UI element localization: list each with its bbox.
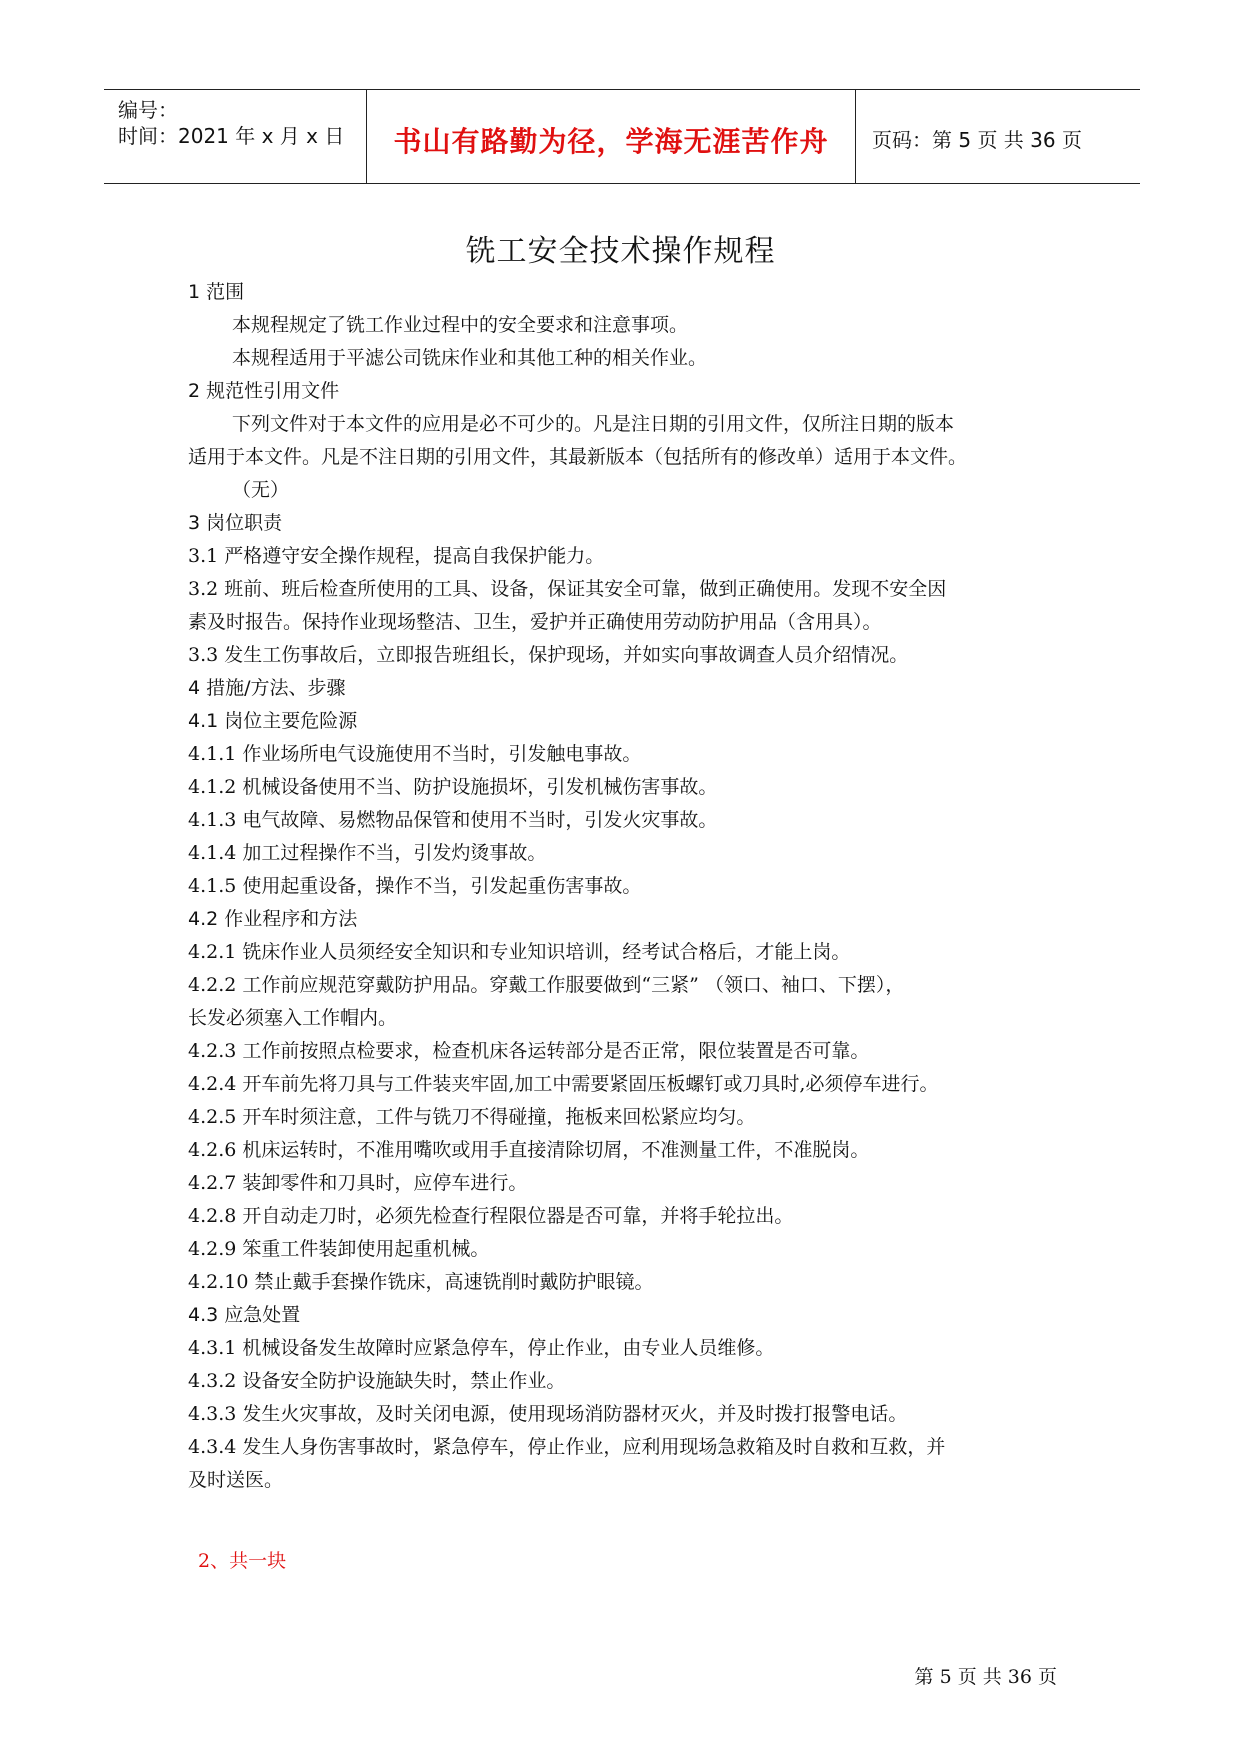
document-body xyxy=(188,276,1068,1578)
section-heading: 4 措施/方法、步骤 xyxy=(188,677,346,699)
subsection-heading: 4.2 作业程序和方法 xyxy=(188,908,358,930)
section-heading: 2 规范性引用文件 xyxy=(188,380,340,402)
paragraph: 下列文件对于本文件的应用是必不可少的。凡是注日期的引用文件，仅所注日期的版本 xyxy=(232,413,955,435)
clause-continuation: 及时送医。 xyxy=(188,1469,284,1491)
subsection-heading: 4.1 岗位主要危险源 xyxy=(188,710,358,732)
paragraph: 本规程适用于平滤公司铣床作业和其他工种的相关作业。 xyxy=(232,347,708,369)
clause: 4.1.1 作业场所电气设施使用不当时，引发触电事故。 xyxy=(188,743,642,765)
section-heading: 3 岗位职责 xyxy=(188,512,283,534)
clause: 4.2.1 铣床作业人员须经安全知识和专业知识培训，经考试合格后，才能上岗。 xyxy=(188,941,851,963)
subsection-heading: 4.3 应急处置 xyxy=(188,1304,301,1326)
clause: 4.2.10 禁止戴手套操作铣床，高速铣削时戴防护眼镜。 xyxy=(188,1271,654,1293)
page-header xyxy=(104,89,1140,184)
clause: 4.2.6 机床运转时，不准用嘴吹或用手直接清除切屑，不准测量工件，不准脱岗。 xyxy=(188,1139,870,1161)
header-motto-cell xyxy=(367,90,856,183)
paragraph: （无） xyxy=(232,479,290,501)
clause: 4.1.4 加工过程操作不当，引发灼烫事故。 xyxy=(188,842,547,864)
paragraph: 本规程规定了铣工作业过程中的安全要求和注意事项。 xyxy=(232,314,689,336)
clause: 4.2.5 开车时须注意，工件与铣刀不得碰撞，拖板来回松紧应均匀。 xyxy=(188,1106,756,1128)
red-note: 2、共一块 xyxy=(198,1550,287,1572)
clause-continuation: 长发必须塞入工作帽内。 xyxy=(188,1007,398,1029)
clause: 4.1.2 机械设备使用不当、防护设施损坏，引发机械伤害事故。 xyxy=(188,776,718,798)
clause: 4.3.1 机械设备发生故障时应紧急停车，停止作业，由专业人员维修。 xyxy=(188,1337,775,1359)
doc-number-label: 编号： xyxy=(118,98,178,122)
header-page-info: 页码：第 5 页 共 36 页 xyxy=(872,128,1082,152)
clause: 4.2.4 开车前先将刀具与工件装夹牢固,加工中需要紧固压板螺钉或刀具时,必须停车进行。 xyxy=(188,1073,939,1095)
motto-text: 书山有路勤为径，学海无涯苦作舟 xyxy=(393,125,829,158)
header-left-cell xyxy=(104,90,367,183)
date-label: 时间：2021 年 x 月 x 日 xyxy=(118,124,345,148)
clause: 4.1.5 使用起重设备，操作不当，引发起重伤害事故。 xyxy=(188,875,642,897)
section-heading: 1 范围 xyxy=(188,281,245,303)
clause: 4.3.4 发生人身伤害事故时，紧急停车，停止作业，应利用现场急救箱及时自救和互救，并 xyxy=(188,1436,946,1458)
clause: 4.2.9 笨重工件装卸使用起重机械。 xyxy=(188,1238,490,1260)
clause: 4.2.8 开自动走刀时，必须先检查行程限位器是否可靠，并将手轮拉出。 xyxy=(188,1205,794,1227)
clause: 4.3.3 发生火灾事故，及时关闭电源，使用现场消防器材灭火，并及时拨打报警电话。 xyxy=(188,1403,908,1425)
clause: 3.3 发生工伤事故后，立即报告班组长，保护现场，并如实向事故调查人员介绍情况。 xyxy=(188,644,909,666)
spacer xyxy=(188,1497,1068,1545)
document-title: 铣工安全技术操作规程 xyxy=(465,234,776,269)
clause: 3.2 班前、班后检查所使用的工具、设备，保证其安全可靠，做到正确使用。发现不安全因 xyxy=(188,578,947,600)
clause: 3.1 严格遵守安全操作规程，提高自我保护能力。 xyxy=(188,545,605,567)
clause: 4.3.2 设备安全防护设施缺失时，禁止作业。 xyxy=(188,1370,566,1392)
clause: 4.2.3 工作前按照点检要求，检查机床各运转部分是否正常，限位装置是否可靠。 xyxy=(188,1040,870,1062)
clause: 4.2.7 装卸零件和刀具时，应停车进行。 xyxy=(188,1172,528,1194)
clause: 4.1.3 电气故障、易燃物品保管和使用不当时，引发火灾事故。 xyxy=(188,809,718,831)
paragraph-continuation: 适用于本文件。凡是不注日期的引用文件，其最新版本（包括所有的修改单）适用于本文件。 xyxy=(188,446,968,468)
page-footer: 第 5 页 共 36 页 xyxy=(914,1666,1057,1688)
clause: 4.2.2 工作前应规范穿戴防护用品。穿戴工作服要做到“三紧” （领口、袖口、下摆）， xyxy=(188,974,905,996)
clause-continuation: 素及时报告。保持作业现场整洁、卫生，爱护并正确使用劳动防护用品（含用具）。 xyxy=(188,611,882,633)
header-page-cell xyxy=(856,90,1140,183)
